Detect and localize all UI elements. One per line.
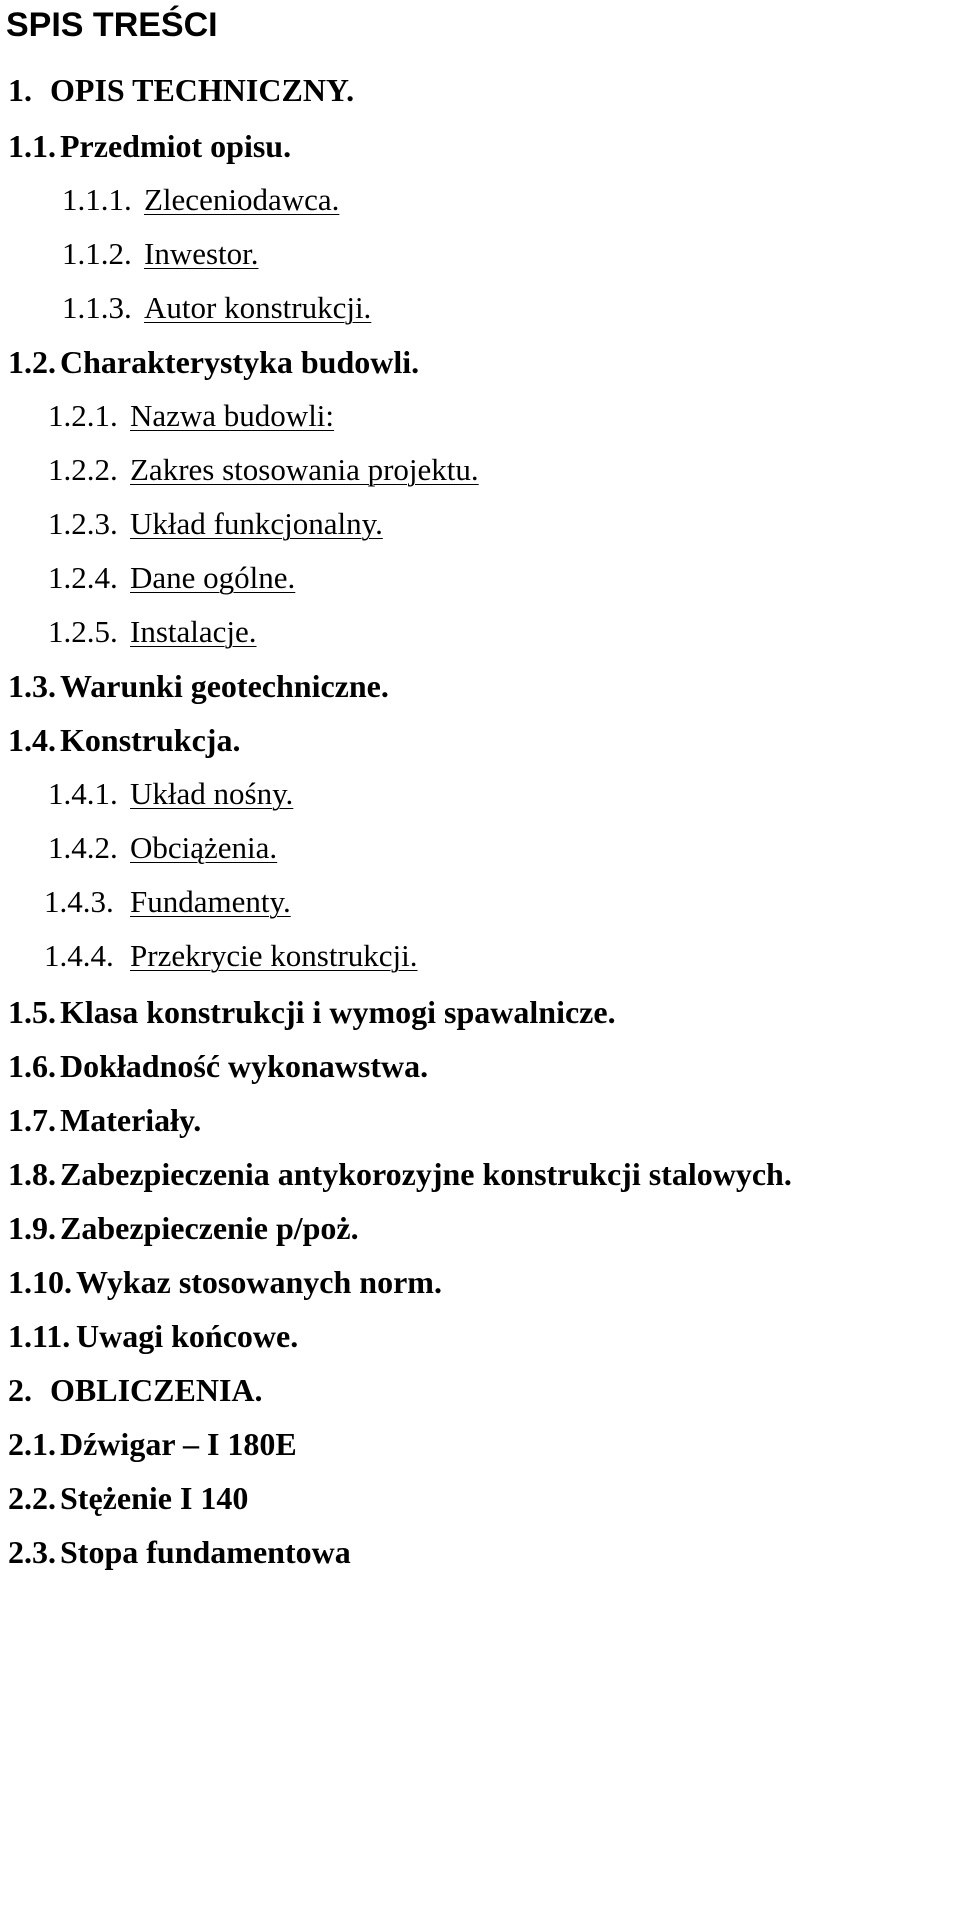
toc-entry-1-11[interactable] (8, 1320, 298, 1352)
toc-entry-number: 1.4.4. (44, 938, 114, 973)
toc-entry-1-8[interactable] (8, 1158, 792, 1190)
toc-entry-link: Fundamenty. (130, 884, 291, 919)
toc-entry-1-1-2[interactable] (62, 238, 259, 269)
toc-entry-text: Charakterystyka budowli. (60, 344, 420, 380)
toc-entry-1-1[interactable] (8, 130, 291, 162)
toc-entry-link: Nazwa budowli: (130, 398, 335, 433)
toc-entry-text: OPIS TECHNICZNY. (50, 72, 355, 108)
toc-entry-link: Zleceniodawca. (144, 182, 340, 217)
toc-entry-1-1-3[interactable] (62, 292, 371, 323)
toc-entry-text: Stopa fundamentowa (60, 1534, 351, 1570)
toc-entry-number: 1.9. (8, 1210, 56, 1246)
toc-entry-number: 2. (8, 1372, 32, 1408)
toc-entry-link: Dane ogólne. (130, 560, 296, 595)
toc-entry-number: 1.10. (8, 1264, 72, 1300)
toc-entry-number: 1.6. (8, 1048, 56, 1084)
toc-entry-number: 1.1.2. (62, 236, 132, 271)
toc-entry-text: Przedmiot opisu. (60, 128, 292, 164)
toc-entry-1-3[interactable] (8, 670, 389, 702)
toc-entry-1-7[interactable] (8, 1104, 201, 1136)
toc-entry-number: 1.11. (8, 1318, 71, 1354)
toc-entry-number: 1.7. (8, 1102, 56, 1138)
toc-entry-number: 2.2. (8, 1480, 56, 1516)
toc-entry-text: Zabezpieczenie p/poż. (60, 1210, 359, 1246)
toc-entry-1-4-2[interactable] (48, 832, 277, 863)
toc-entry-number: 1.4.2. (48, 830, 118, 865)
toc-entry-text: Wykaz stosowanych norm. (76, 1264, 442, 1300)
toc-title: SPIS TREŚCI (6, 6, 218, 44)
toc-entry-number: 2.3. (8, 1534, 56, 1570)
toc-entry-number: 1. (8, 72, 32, 108)
toc-entry-link: Inwestor. (144, 236, 259, 271)
toc-entry-link: Przekrycie konstrukcji. (130, 938, 418, 973)
toc-entry-1-2-1[interactable] (48, 400, 334, 431)
toc-entry-1-9[interactable] (8, 1212, 359, 1244)
toc-entry-2[interactable] (8, 1374, 263, 1406)
toc-entry-number: 1.8. (8, 1156, 56, 1192)
toc-entry-1-2-2[interactable] (48, 454, 479, 485)
toc-entry-1-2-3[interactable] (48, 508, 383, 539)
toc-entry-link: Autor konstrukcji. (144, 290, 372, 325)
toc-entry-1-6[interactable] (8, 1050, 428, 1082)
toc-entry-1-4-4[interactable] (44, 940, 418, 971)
toc-entry-2-1[interactable] (8, 1428, 297, 1460)
toc-entry-1[interactable] (8, 74, 354, 106)
toc-entry-number: 1.2. (8, 344, 56, 380)
toc-entry-number: 1.2.3. (48, 506, 118, 541)
toc-entry-number: 1.2.1. (48, 398, 118, 433)
toc-entry-number: 1.2.5. (48, 614, 118, 649)
toc-entry-text: Zabezpieczenia antykorozyjne konstrukcji stalowych. (60, 1156, 792, 1192)
toc-entry-number: 1.1. (8, 128, 56, 164)
toc-entry-link: Układ funkcjonalny. (130, 506, 383, 541)
toc-entry-text: Dokładność wykonawstwa. (60, 1048, 429, 1084)
toc-entry-1-2-5[interactable] (48, 616, 257, 647)
toc-entry-link: Zakres stosowania projektu. (130, 452, 479, 487)
toc-entry-text: Materiały. (60, 1102, 202, 1138)
toc-entry-text: OBLICZENIA. (50, 1372, 263, 1408)
toc-entry-text: Konstrukcja. (60, 722, 241, 758)
toc-entry-number: 1.1.3. (62, 290, 132, 325)
toc-entry-number: 1.5. (8, 994, 56, 1030)
toc-entry-number: 2.1. (8, 1426, 56, 1462)
toc-entry-text: Stężenie I 140 (60, 1480, 249, 1516)
toc-entry-number: 1.4.1. (48, 776, 118, 811)
toc-entry-1-4-1[interactable] (48, 778, 293, 809)
toc-entry-number: 1.3. (8, 668, 56, 704)
toc-entry-number: 1.1.1. (62, 182, 132, 217)
toc-entry-1-2[interactable] (8, 346, 419, 378)
toc-entry-2-2[interactable] (8, 1482, 248, 1514)
toc-entry-link: Instalacje. (130, 614, 257, 649)
toc-entry-number: 1.4. (8, 722, 56, 758)
toc-entry-1-5[interactable] (8, 996, 616, 1028)
toc-entry-link: Układ nośny. (130, 776, 294, 811)
toc-entry-number: 1.2.2. (48, 452, 118, 487)
toc-entry-number: 1.2.4. (48, 560, 118, 595)
toc-entry-link: Obciążenia. (130, 830, 278, 865)
toc-entry-1-10[interactable] (8, 1266, 442, 1298)
toc-entry-1-1-1[interactable] (62, 184, 339, 215)
toc-entry-1-4-3[interactable] (44, 886, 291, 917)
toc-entry-text: Warunki geotechniczne. (60, 668, 389, 704)
toc-entry-1-4[interactable] (8, 724, 240, 756)
toc-entry-text: Uwagi końcowe. (76, 1318, 299, 1354)
toc-entry-text: Dźwigar – I 180E (60, 1426, 297, 1462)
toc-entry-text: Klasa konstrukcji i wymogi spawalnicze. (60, 994, 616, 1030)
toc-entry-1-2-4[interactable] (48, 562, 295, 593)
toc-entry-number: 1.4.3. (44, 884, 114, 919)
toc-entry-2-3[interactable] (8, 1536, 351, 1568)
